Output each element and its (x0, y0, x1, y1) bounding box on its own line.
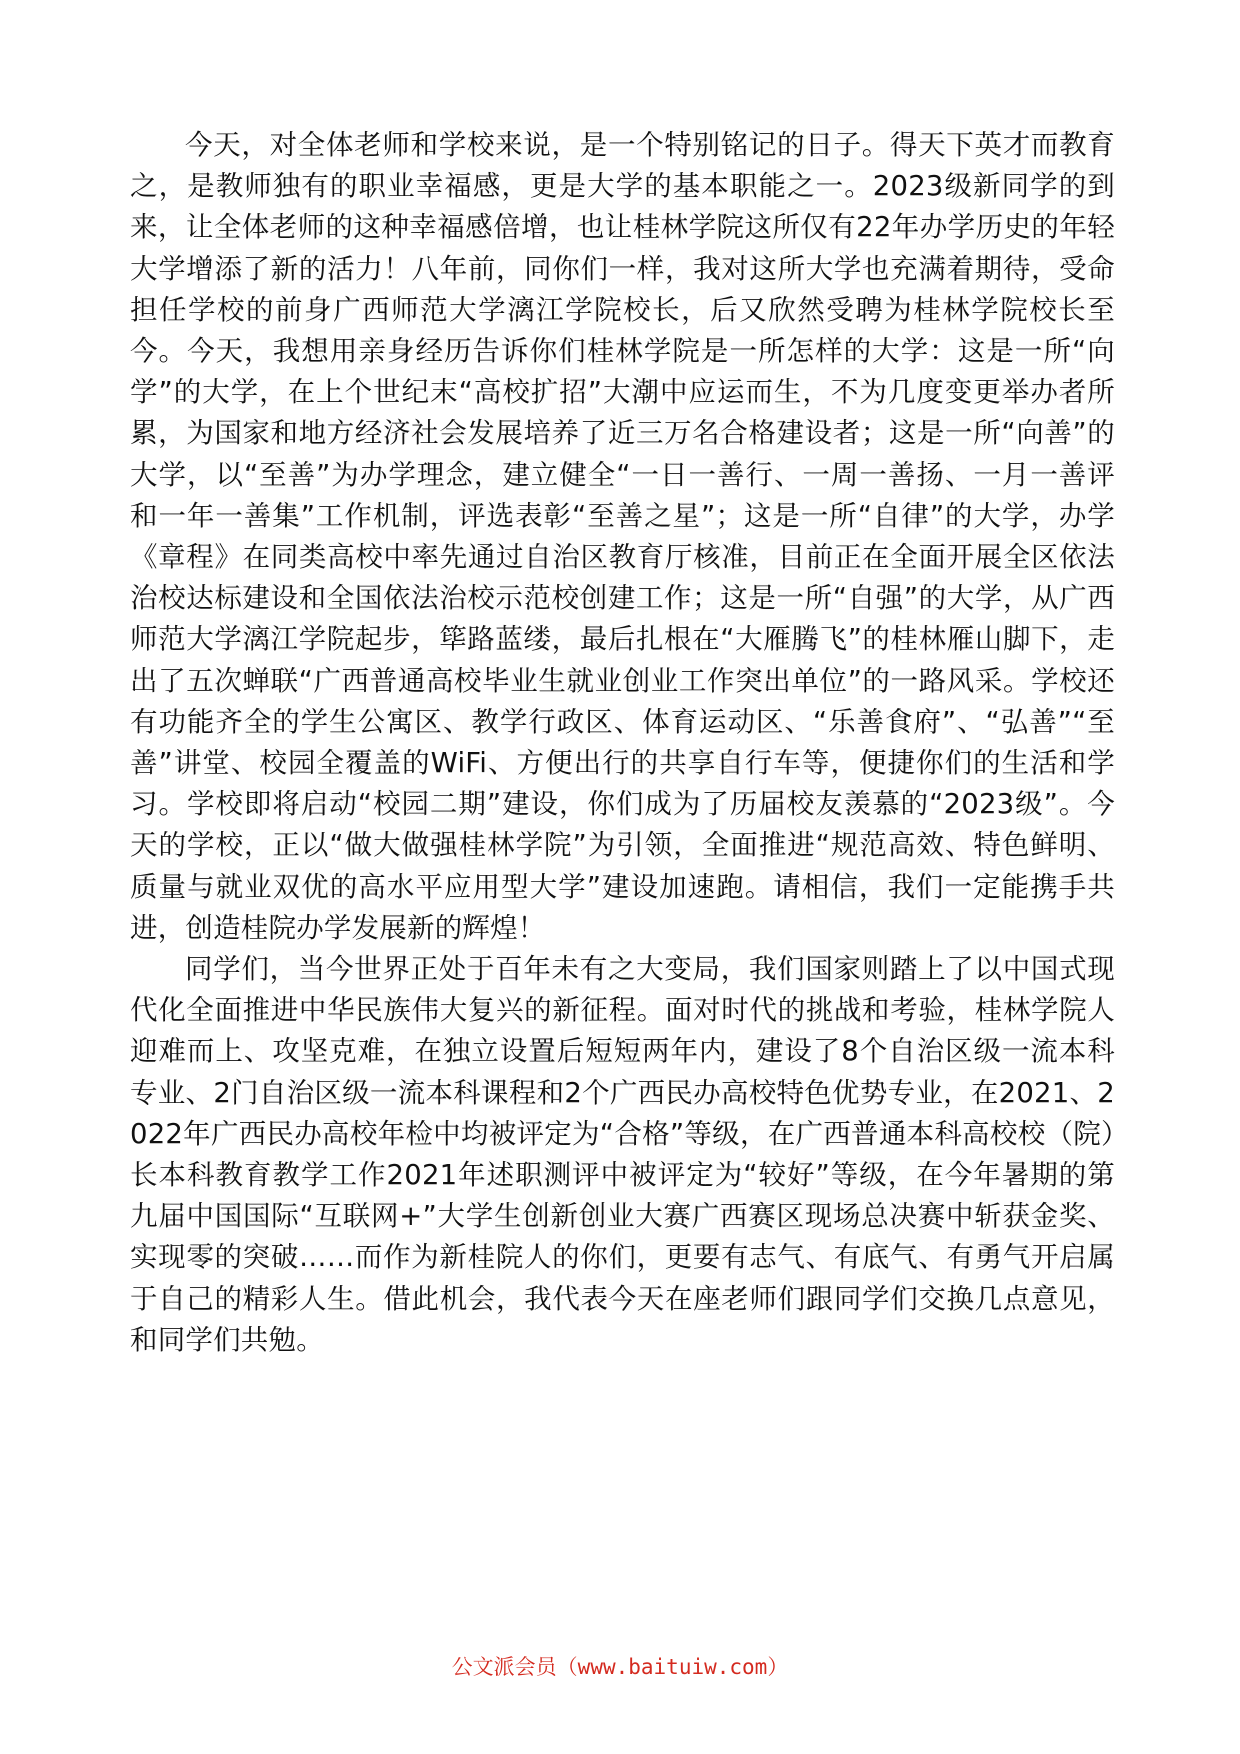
footer-paren-close: ） (767, 1655, 789, 1679)
paragraph-1: 今天，对全体老师和学校来说，是一个特别铭记的日子。得天下英才而教育之，是教师独有的职业幸福感，更是大学的基本职能之一。2023级新同学的到来，让全体老师的这种幸福感倍增，也让桂林学院这所仅有22年办学历史的年轻大学增添了新的活力！八年前，同你们一样，我对这所大学也充满着期待，受命担任学校的前身广西师范大学漓江学院校长，后又欣然受聘为桂林学院校长至今。今天，我想用亲身经历告诉你们桂林学院是一所怎样的大学：这是一所“向学”的大学，在上个世纪末“高校扩招”大潮中应运而生，不为几度变更举办者所累，为国家和地方经济社会发展培养了近三万名合格建设者；这是一所“向善”的大学，以“至善”为办学理念，建立健全“一日一善行、一周一善扬、一月一善评和一年一善集”工作机制，评选表彰“至善之星”；这是一所“自律”的大学，办学《章程》在同类高校中率先通过自治区教育厅核准，目前正在全面开展全区依法治校达标建设和全国依法治校示范校创建工作；这是一所“自强”的大学，从广西师范大学漓江学院起步，筚路蓝缕，最后扎根在“大雁腾飞”的桂林雁山脚下，走出了五次蝉联“广西普通高校毕业生就业创业工作突出单位”的一路风采。学校还有功能齐全的学生公寓区、教学行政区、体育运动区、“乐善食府”、“弘善”“至善”讲堂、校园全覆盖的WiFi、方便出行的共享自行车等，便捷你们的生活和学习。学校即将启动“校园二期”建设，你们成为了历届校友羡慕的“2023级”。今天的学校，正以“做大做强桂林学院”为引领，全面推进“规范高效、特色鲜明、质量与就业双优的高水平应用型大学”建设加速跑。请相信，我们一定能携手共进，创造桂院办学发展新的辉煌！ (130, 129, 1115, 944)
footer-paren-open: （ (556, 1655, 578, 1679)
footer-url: www.baituiw.com (577, 1655, 768, 1679)
footer-brand: 公文派会员 (451, 1655, 557, 1679)
document-body (130, 125, 1115, 1361)
footer-watermark (0, 1654, 1240, 1680)
paragraph-2: 同学们，当今世界正处于百年未有之大变局，我们国家则踏上了以中国式现代化全面推进中华民族伟大复兴的新征程。面对时代的挑战和考验，桂林学院人迎难而上、攻坚克难，在独立设置后短短两年内，建设了8个自治区级一流本科专业、2门自治区级一流本科课程和2个广西民办高校特色优势专业，在2021、2022年广西民办高校年检中均被评定为“合格”等级，在广西普通本科高校校（院）长本科教育教学工作2021年述职测评中被评定为“较好”等级，在今年暑期的第九届中国国际“互联网+”大学生创新创业大赛广西赛区现场总决赛中斩获金奖、实现零的突破……而作为新桂院人的你们，更要有志气、有底气、有勇气开启属于自己的精彩人生。借此机会，我代表今天在座老师们跟同学们交换几点意见，和同学们共勉。 (130, 953, 1115, 1356)
